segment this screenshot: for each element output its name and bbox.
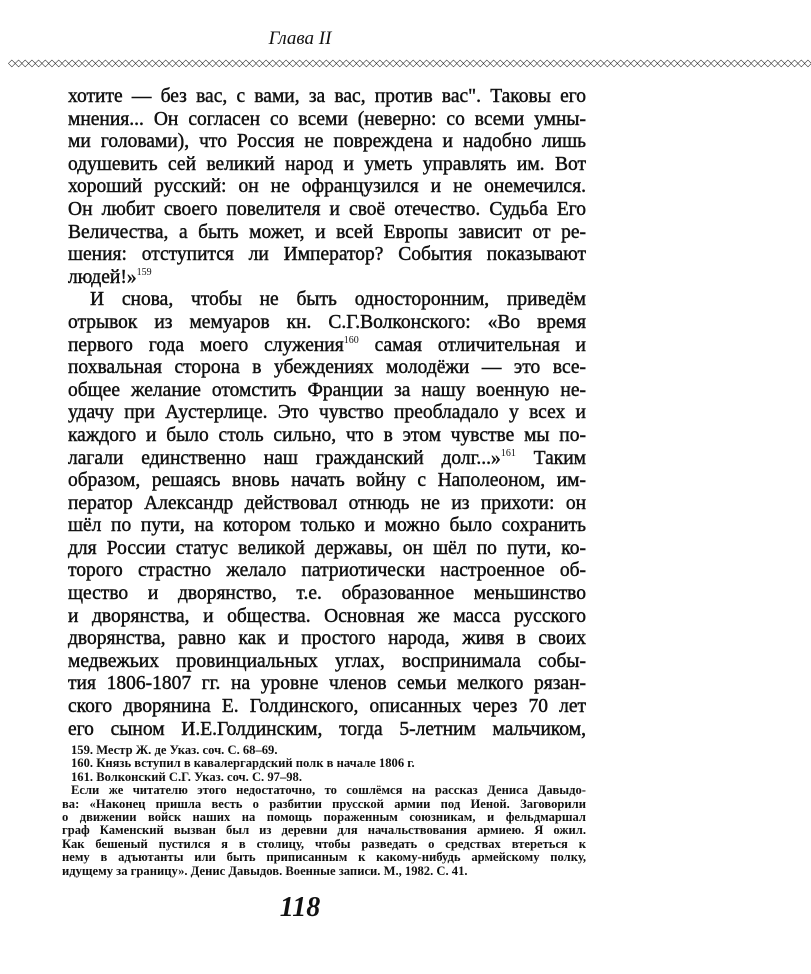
line-text: мнения... Он согласен со всеми (неверно: со всеми умны- xyxy=(68,108,586,130)
footnote-line xyxy=(62,798,586,811)
line-text: каждого и было столь сильно, что в этом чувстве мы по- xyxy=(68,424,586,446)
line-text: нему в адъютанты или быть приписанным к какому-нибудь армейскому полку, xyxy=(62,850,586,865)
line-text: Если же читателю этого недостаточно, то сошлёмся на рассказ Дениса Давыдо- xyxy=(71,783,586,798)
text-line xyxy=(68,651,586,674)
text-line xyxy=(68,335,586,358)
text-line xyxy=(68,719,586,742)
line-text: ператор Александр действовал отнюдь не из прихоти: он xyxy=(68,492,586,514)
text-line xyxy=(68,86,586,109)
line-text: отрывок из мемуаров кн. С.Г.Волконского: «Во время xyxy=(68,311,586,333)
line-text: ского дворянина Е. Голдинского, описанных через 70 лет xyxy=(68,696,586,718)
line-text: хороший русский: он не офранцузился и не онемечился. xyxy=(68,176,586,198)
body-text xyxy=(68,86,586,741)
text-line xyxy=(68,628,586,651)
text-line xyxy=(68,109,586,132)
text-line xyxy=(68,425,586,448)
text-line xyxy=(68,538,586,561)
text-line xyxy=(68,402,586,425)
line-text: дворянства, равно как и простого народа, живя в своих xyxy=(68,628,586,650)
text-line xyxy=(68,176,586,199)
text-line xyxy=(68,244,586,267)
text-line xyxy=(68,380,586,403)
text-line xyxy=(68,199,586,222)
line-text: лагали единственно наш гражданский долг...» xyxy=(68,447,501,469)
text-line xyxy=(68,222,586,245)
line-text: его сыном И.Е.Голдинским, тогда 5-летним мальчиком, xyxy=(68,718,586,740)
line-text: Он любит своего повелителя и своё отечество. Судьба Его xyxy=(68,198,586,220)
line-text: И снова, чтобы не быть односторонним, приведём xyxy=(90,289,586,311)
text-line xyxy=(68,131,586,154)
line-text: о движении войск наших на помощь пораженным союзникам, и фельдмаршал xyxy=(62,809,586,824)
line-text: образом, решаясь вновь начать войну с Наполеоном, им- xyxy=(68,470,586,492)
text-line xyxy=(68,696,586,719)
text-line xyxy=(68,515,586,538)
text-line xyxy=(68,267,586,290)
text-line xyxy=(68,289,586,312)
footnote-line xyxy=(62,784,586,797)
line-text: тия 1806-1807 гг. на уровне членов семьи мелкого рязан- xyxy=(68,673,586,695)
footnote-ref: 161 xyxy=(500,447,516,459)
running-header: Глава II xyxy=(268,28,332,49)
line-text: самая отличительная и xyxy=(358,334,586,356)
line-text: первого года моего служения xyxy=(68,334,344,356)
line-text: 161. Волконский С.Г. Указ. соч. С. 97–98. xyxy=(71,769,302,784)
line-text: медвежьих провинциальных углах, воспринимала собы- xyxy=(68,650,586,672)
footnote-line xyxy=(62,824,586,837)
line-text: 160. Князь вступил в кавалергардский полк в начале 1806 г. xyxy=(71,756,415,771)
text-line xyxy=(68,154,586,177)
footnotes xyxy=(62,744,586,878)
text-line xyxy=(68,312,586,335)
line-text: для России статус великой державы, он шёл по пути, ко- xyxy=(68,537,586,559)
line-text: Таким xyxy=(515,447,586,469)
line-text: шёл по пути, на котором только и можно было сохранить xyxy=(68,515,586,537)
text-line xyxy=(68,583,586,606)
line-text: похвальная сторона в убеждениях молодёжи — это все- xyxy=(68,357,586,379)
line-text: людей!» xyxy=(68,266,137,288)
line-text: торого страстно желало патриотически настроенное об- xyxy=(68,560,586,582)
page-number: 118 xyxy=(279,892,321,923)
line-text: Величества, а быть может, и всей Европы зависит от ре- xyxy=(68,221,586,243)
footnote-line xyxy=(62,811,586,824)
ornamental-divider: ◇◇◇◇◇◇◇◇◇◇◇◇◇◇◇◇◇◇◇◇◇◇◇◇◇◇◇◇◇◇◇◇◇◇◇◇◇◇◇◇◇◇◇◇◇◇◇◇◇◇◇◇◇◇◇◇◇◇◇◇◇◇◇◇◇◇◇◇◇◇◇◇◇◇◇◇◇◇◇◇◇◇◇◇◇◇◇◇◇◇◇◇◇◇◇◇◇◇◇◇◇◇◇◇◇◇◇◇◇◇◇◇◇◇◇◇◇◇◇◇ xyxy=(8,58,811,69)
text-line xyxy=(68,673,586,696)
footnote-line xyxy=(62,851,586,864)
footnote-line xyxy=(62,865,586,878)
line-text: Как бешеный пустился я в столицу, чтобы разведать о средствах втереться к xyxy=(62,836,586,851)
text-line xyxy=(68,357,586,380)
text-line xyxy=(68,606,586,629)
text-line xyxy=(68,560,586,583)
line-text: ми головами), что Россия не повреждена и надобно лишь xyxy=(68,131,586,153)
line-text: хотите — без вас, с вами, за вас, против вас". Таковы его xyxy=(68,86,586,107)
line-text: общее желание отомстить Франции за нашу военную не- xyxy=(68,379,586,401)
text-line xyxy=(68,448,586,471)
line-text: идущему за границу». Денис Давыдов. Военные записи. М., 1982. С. 41. xyxy=(62,863,468,878)
footnote-line xyxy=(62,771,586,784)
footnote-line xyxy=(62,744,586,757)
footnote-line xyxy=(62,757,586,770)
text-line xyxy=(68,493,586,516)
line-text: щество и дворянство, т.е. образованное меньшинство xyxy=(68,583,586,605)
line-text: одушевить сей великий народ и уметь управлять им. Вот xyxy=(68,153,586,175)
line-text: и дворянства, и общества. Основная же масса русского xyxy=(68,605,586,627)
line-text: 159. Местр Ж. де Указ. соч. С. 68–69. xyxy=(71,743,278,757)
footnote-line xyxy=(62,838,586,851)
text-line xyxy=(68,470,586,493)
footnote-ref: 159 xyxy=(136,266,152,278)
line-text: удачу при Аустерлице. Это чувство преобладало у всех и xyxy=(68,402,586,424)
footnote-ref: 160 xyxy=(343,334,359,346)
line-text: граф Каменский вызван был из деревни для начальствования армиею. Я ожил. xyxy=(62,823,586,838)
line-text: ва: «Наконец пришла весть о разбитии прусской армии под Иеной. Заговорили xyxy=(62,796,586,811)
line-text: шения: отступится ли Император? События показывают xyxy=(68,244,586,266)
